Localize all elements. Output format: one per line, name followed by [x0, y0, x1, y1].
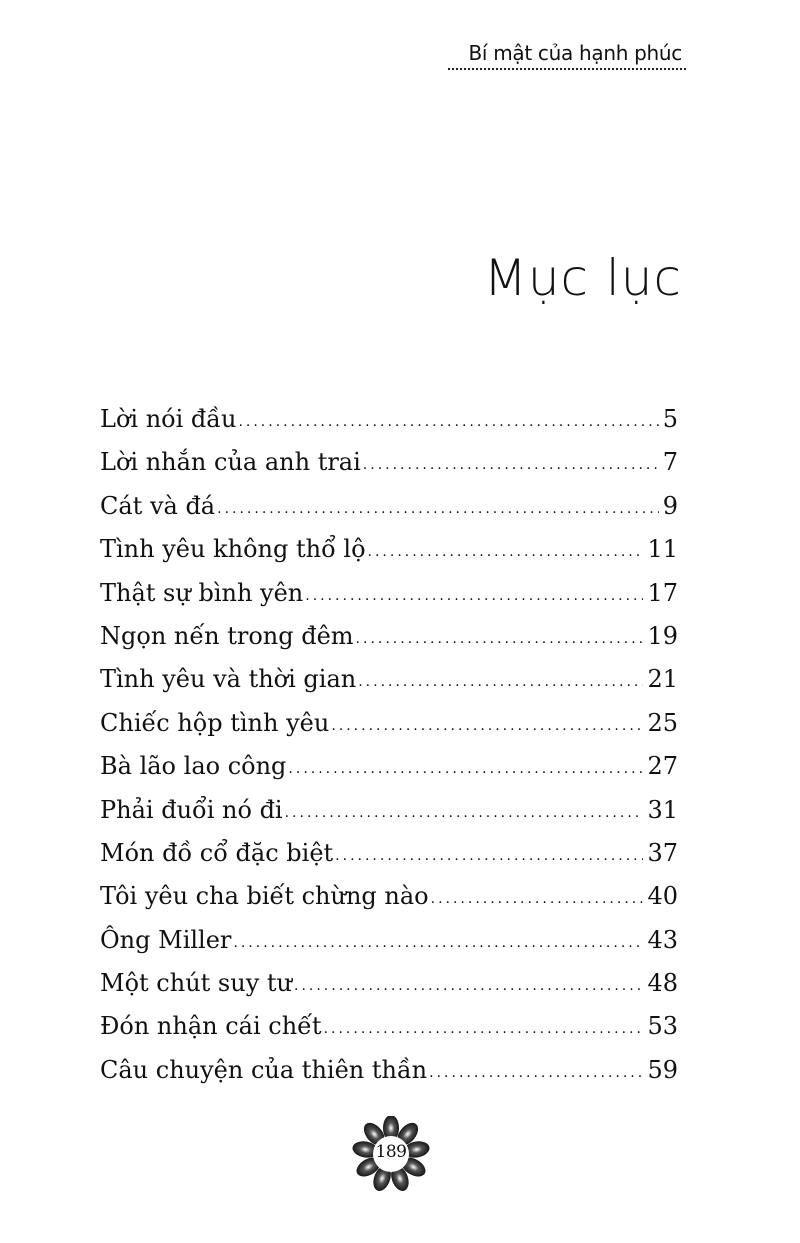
dot-leader — [431, 891, 644, 907]
dot-leader — [217, 501, 659, 517]
dotted-rule — [448, 68, 686, 70]
running-header — [448, 40, 686, 70]
toc-heading: Mục lục — [483, 249, 682, 307]
toc-entry[interactable] — [100, 1056, 678, 1099]
dot-leader — [358, 674, 643, 690]
toc-entry-title: Tình yêu và thời gian — [100, 665, 357, 694]
toc-entry-title: Tình yêu không thổ lộ — [100, 535, 366, 564]
toc-entry-title: Bà lão lao công — [100, 752, 287, 781]
toc-entry-title: Cát và đá — [100, 491, 216, 520]
toc-page-number: 25 — [647, 708, 678, 737]
toc-page-number: 43 — [647, 925, 678, 954]
toc-entry-title: Tôi yêu cha biết chừng nào — [100, 882, 429, 911]
toc-page-number: 7 — [662, 448, 678, 477]
toc-entry-title: Phải đuổi nó đi — [100, 795, 283, 824]
toc-entry[interactable] — [100, 405, 678, 448]
dot-leader — [238, 414, 658, 430]
toc-page-number: 17 — [647, 578, 678, 607]
toc-entry[interactable] — [100, 448, 678, 491]
toc-entry[interactable] — [100, 882, 678, 925]
toc-entry[interactable] — [100, 622, 678, 665]
toc-page-number: 11 — [647, 535, 678, 564]
toc-entry[interactable] — [100, 709, 678, 752]
book-title: Bí mật của hạnh phúc — [468, 41, 682, 65]
toc-page-number: 40 — [647, 882, 678, 911]
toc-entry-title: Ông Miller — [100, 925, 232, 954]
toc-entry-title: Chiếc hộp tình yêu — [100, 708, 330, 737]
toc-page-number: 9 — [662, 491, 678, 520]
toc-entry[interactable] — [100, 926, 678, 969]
toc-entry[interactable] — [100, 752, 678, 795]
toc-page-number: 19 — [647, 621, 678, 650]
toc-page-number: 31 — [647, 795, 678, 824]
toc-entry-title: Đón nhận cái chết — [100, 1012, 322, 1041]
dot-leader — [335, 848, 643, 864]
dot-leader — [356, 631, 644, 647]
toc-entry-title: Một chút suy tư — [100, 969, 292, 998]
dot-leader — [233, 935, 643, 951]
dot-leader — [305, 588, 643, 604]
dot-leader — [285, 805, 644, 821]
toc-page-number: 37 — [647, 838, 678, 867]
dot-leader — [294, 978, 643, 994]
toc-page-number: 5 — [662, 405, 678, 433]
dot-leader — [363, 457, 659, 473]
toc-entry-title: Lời nói đầu — [100, 405, 237, 433]
dot-leader — [368, 544, 644, 560]
page-number-badge — [348, 1116, 434, 1196]
toc-entry-title: Câu chuyện của thiên thần — [100, 1055, 428, 1084]
toc-entry[interactable] — [100, 535, 678, 578]
toc-entry[interactable] — [100, 1012, 678, 1055]
toc-page-number: 59 — [647, 1055, 678, 1084]
toc-entry[interactable] — [100, 969, 678, 1012]
toc-page-number: 27 — [647, 752, 678, 781]
dot-leader — [429, 1065, 643, 1081]
page-number: 189 — [375, 1142, 407, 1162]
toc-list — [100, 405, 678, 1099]
toc-entry[interactable] — [100, 492, 678, 535]
dot-leader — [324, 1021, 644, 1037]
toc-entry[interactable] — [100, 579, 678, 622]
toc-entry-title: Lời nhắn của anh trai — [100, 448, 361, 477]
toc-entry[interactable] — [100, 839, 678, 882]
toc-entry-title: Món đồ cổ đặc biệt — [100, 838, 334, 867]
toc-entry[interactable] — [100, 665, 678, 708]
toc-entry-title: Thật sự bình yên — [100, 578, 304, 607]
dot-leader — [288, 761, 643, 777]
toc-page-number: 53 — [647, 1012, 678, 1041]
toc-page-number: 48 — [647, 969, 678, 998]
toc-entry-title: Ngọn nến trong đêm — [100, 621, 354, 650]
dot-leader — [331, 718, 643, 734]
toc-entry[interactable] — [100, 796, 678, 839]
toc-page-number: 21 — [647, 665, 678, 694]
